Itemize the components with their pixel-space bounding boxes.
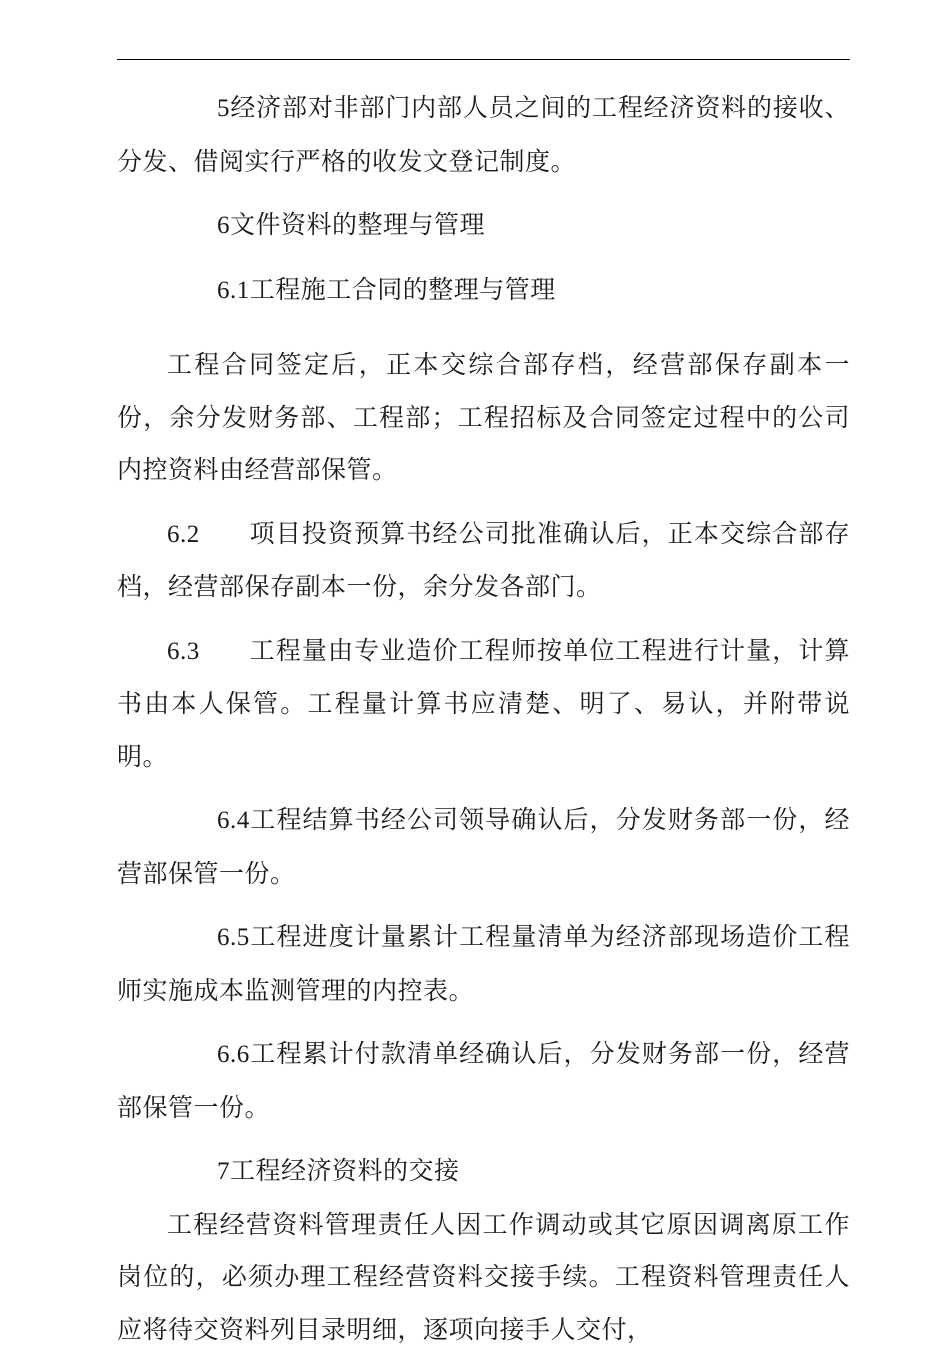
paragraph-number: 6.4: [167, 795, 250, 848]
paragraph-number: 6.5: [167, 912, 250, 965]
paragraph-contract: [117, 339, 850, 497]
paragraph-number: 6: [167, 200, 230, 253]
section-heading-7: [117, 1145, 850, 1199]
paragraph-6-6: [117, 1028, 850, 1134]
paragraph-text: 工程进度计量累计工程量清单为经济部现场造价工程师实施成本监测管理的内控表。: [117, 922, 850, 1005]
paragraph-6-5: [117, 911, 850, 1017]
section-heading-6-1: [117, 264, 850, 318]
paragraph-6-2: [117, 508, 850, 614]
paragraph-text: 工程结算书经公司领导确认后，分发财务部一份，经营部保管一份。: [117, 805, 850, 888]
paragraph-handover: [117, 1199, 850, 1356]
paragraph-text: 工程经济资料的交接: [230, 1156, 460, 1185]
document-body: [117, 82, 850, 1356]
paragraph-5: [117, 82, 850, 188]
paragraph-number: 6.1: [167, 265, 250, 318]
paragraph-text: 经济部对非部门内部人员之间的工程经济资料的接收、分发、借阅实行严格的收发文登记制度。: [117, 93, 850, 176]
paragraph-text: 工程经营资料管理责任人因工作调动或其它原因调离原工作岗位的，必须办理工程经营资料交接手续。工程资料管理责任人应将待交资料列目录明细，逐项向接手人交付，: [117, 1210, 850, 1344]
paragraph-text: 项目投资预算书经公司批准确认后，正本交综合部存档，经营部保存副本一份，余分发各部门。: [117, 519, 850, 602]
paragraph-text: 工程累计付款清单经确认后，分发财务部一份，经营部保管一份。: [117, 1039, 850, 1122]
paragraph-6-4: [117, 794, 850, 900]
paragraph-number: 5: [167, 83, 230, 136]
paragraph-number: 7: [167, 1146, 230, 1199]
paragraph-text: 工程施工合同的整理与管理: [250, 275, 556, 304]
paragraph-text: 工程量由专业造价工程师按单位工程进行计量，计算书由本人保管。工程量计算书应清楚、明了、易认，并附带说明。: [117, 636, 850, 771]
section-heading-6: [117, 199, 850, 253]
paragraph-text: 文件资料的整理与管理: [230, 210, 485, 239]
paragraph-number: 6.2: [167, 509, 249, 562]
paragraph-text: 工程合同签定后，正本交综合部存档，经营部保存副本一份，余分发财务部、工程部；工程招标及合同签定过程中的公司内控资料由经营部保管。: [117, 350, 850, 484]
paragraph-number: 6.6: [167, 1029, 250, 1082]
paragraph-6-3: [117, 625, 850, 784]
header-rule: [117, 59, 850, 60]
paragraph-number: 6.3: [167, 626, 249, 679]
